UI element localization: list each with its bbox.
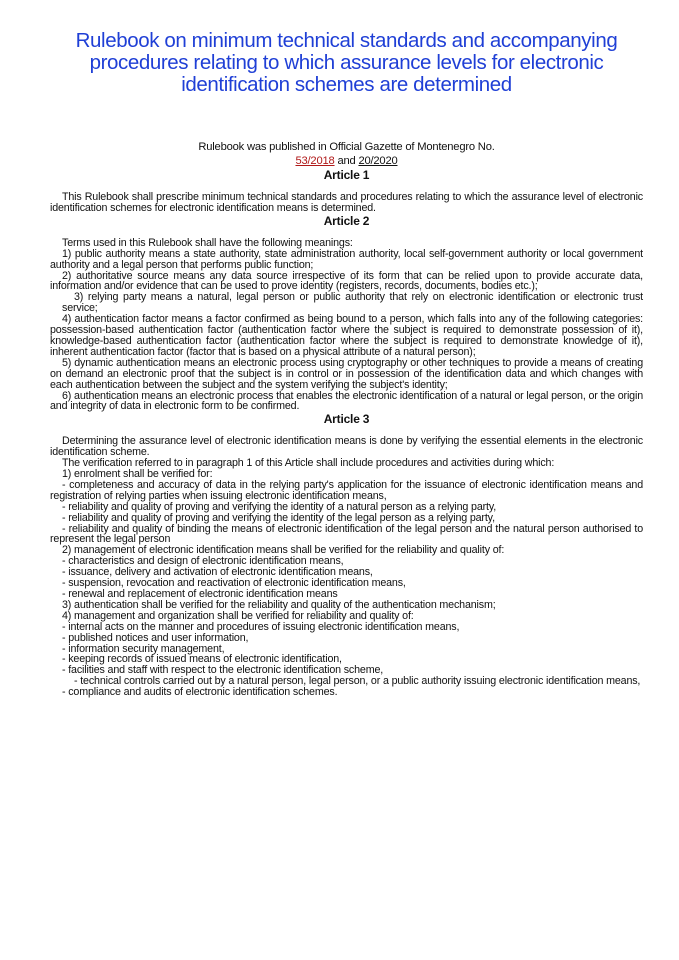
gazette-references — [50, 154, 643, 168]
paragraph: - suspension, revocation and reactivation of electronic identification means, — [62, 577, 406, 590]
paragraph: 2) management of electronic identification means shall be verified for the reliability and quality of: — [62, 544, 505, 557]
paragraph: - facilities and staff with respect to the electronic identification scheme, — [62, 664, 384, 677]
article-1-body — [50, 192, 643, 214]
paragraph: - published notices and user information, — [62, 631, 249, 644]
paragraph: - reliability and quality of proving and verifying the identity of the legal person as a relying party, — [62, 511, 495, 524]
paragraph: - internal acts on the manner and procedures of issuing electronic identification means, — [62, 620, 460, 633]
paragraph: - information security management, — [62, 642, 225, 655]
published-line: Rulebook was published in Official Gazette of Montenegro No. — [198, 141, 495, 153]
paragraph: - renewal and replacement of electronic identification means — [62, 588, 338, 600]
paragraph: 4) management and organization shall be verified for reliability and quality of: — [62, 609, 414, 622]
paragraph: 1) enrolment shall be verified for: — [62, 468, 213, 481]
article-3-body — [50, 436, 643, 698]
document-title: Rulebook on minimum technical standards and accompanying procedures relating to which assurance levels for electronic identification schemes are determined — [75, 29, 618, 96]
paragraph: Terms used in this Rulebook shall have the following meanings: — [62, 236, 353, 249]
gazette-link-2018[interactable]: 53/2018 — [295, 155, 335, 167]
publication-info — [50, 140, 643, 168]
paragraph: 5) dynamic authentication means an electronic process using cryptography or other techniques to provide a means of creating on demand an electronic proof that the subject is in control or in possession of the identification data and which changes with each authentication between the subject and the system verifying the subject's identity; — [50, 356, 643, 391]
article-3-heading: Article 3 — [323, 412, 370, 427]
paragraph: - technical controls carried out by a natural person, legal person, or a public authority issuing electronic identification means, — [74, 675, 641, 688]
paragraph: - completeness and accuracy of data in the relying party's application for the issuance of electronic identification means and registration of relying parties when issuing electronic identification means, — [50, 478, 643, 502]
paragraph: 3) relying party means a natural, legal person or public authority that rely on electronic identification or electronic trust service; — [62, 291, 643, 315]
paragraph: - reliability and quality of proving and verifying the identity of a natural person as a relying party, — [62, 500, 497, 513]
and-text: and — [337, 155, 356, 167]
paragraph: 3) authentication shall be verified for the reliability and quality of the authentication mechanism; — [62, 598, 496, 611]
paragraph: 4) authentication factor means a factor confirmed as being bound to a person, which falls into any of the following categories: possession-based authentication factor (authentication factor where the subject is required to demonstrate possession of it), knowledge-based authentication factor (authentication factor where the subject is required to demonstrate knowledge of it), inherent authentication factor (factor that is based on a physical attribute of a natural person); — [50, 313, 643, 358]
article-1-heading: Article 1 — [323, 168, 370, 182]
paragraph: The verification referred to in paragraph 1 of this Article shall include procedures and activities during which: — [62, 457, 555, 470]
paragraph: 6) authentication means an electronic process that enables the electronic identification of a natural or legal person, or the origin and integrity of data in electronic form to be confirmed. — [50, 389, 643, 413]
paragraph: - reliability and quality of binding the means of electronic identification of the legal person and the natural person authorised to represent the legal person — [50, 522, 643, 546]
paragraph: 1) public authority means a state authority, state administration authority, local self-government authority or local government authority and a legal person that performs public function; — [50, 247, 643, 271]
paragraph: - keeping records of issued means of electronic identification, — [62, 653, 342, 666]
paragraph: Determining the assurance level of electronic identification means is done by verifying the essential elements in the electronic identification scheme. — [50, 435, 643, 459]
paragraph: This Rulebook shall prescribe minimum technical standards and procedures relating to which the assurance level of electronic identification schemes for electronic identification means is determined. — [50, 191, 643, 214]
article-2-heading: Article 2 — [323, 213, 370, 228]
paragraph: - issuance, delivery and activation of electronic identification means, — [62, 566, 373, 579]
gazette-link-2020[interactable]: 20/2020 — [358, 155, 398, 167]
paragraph: 2) authoritative source means any data source irrespective of its form that can be relied upon to provide accurate data, information and/or evidence that can be used to prove identity (registers, records, documents, bodies etc.); — [50, 269, 643, 293]
paragraph: - compliance and audits of electronic identification schemes. — [62, 686, 338, 699]
paragraph: - characteristics and design of electronic identification means, — [62, 555, 344, 568]
article-2-body — [50, 238, 643, 413]
